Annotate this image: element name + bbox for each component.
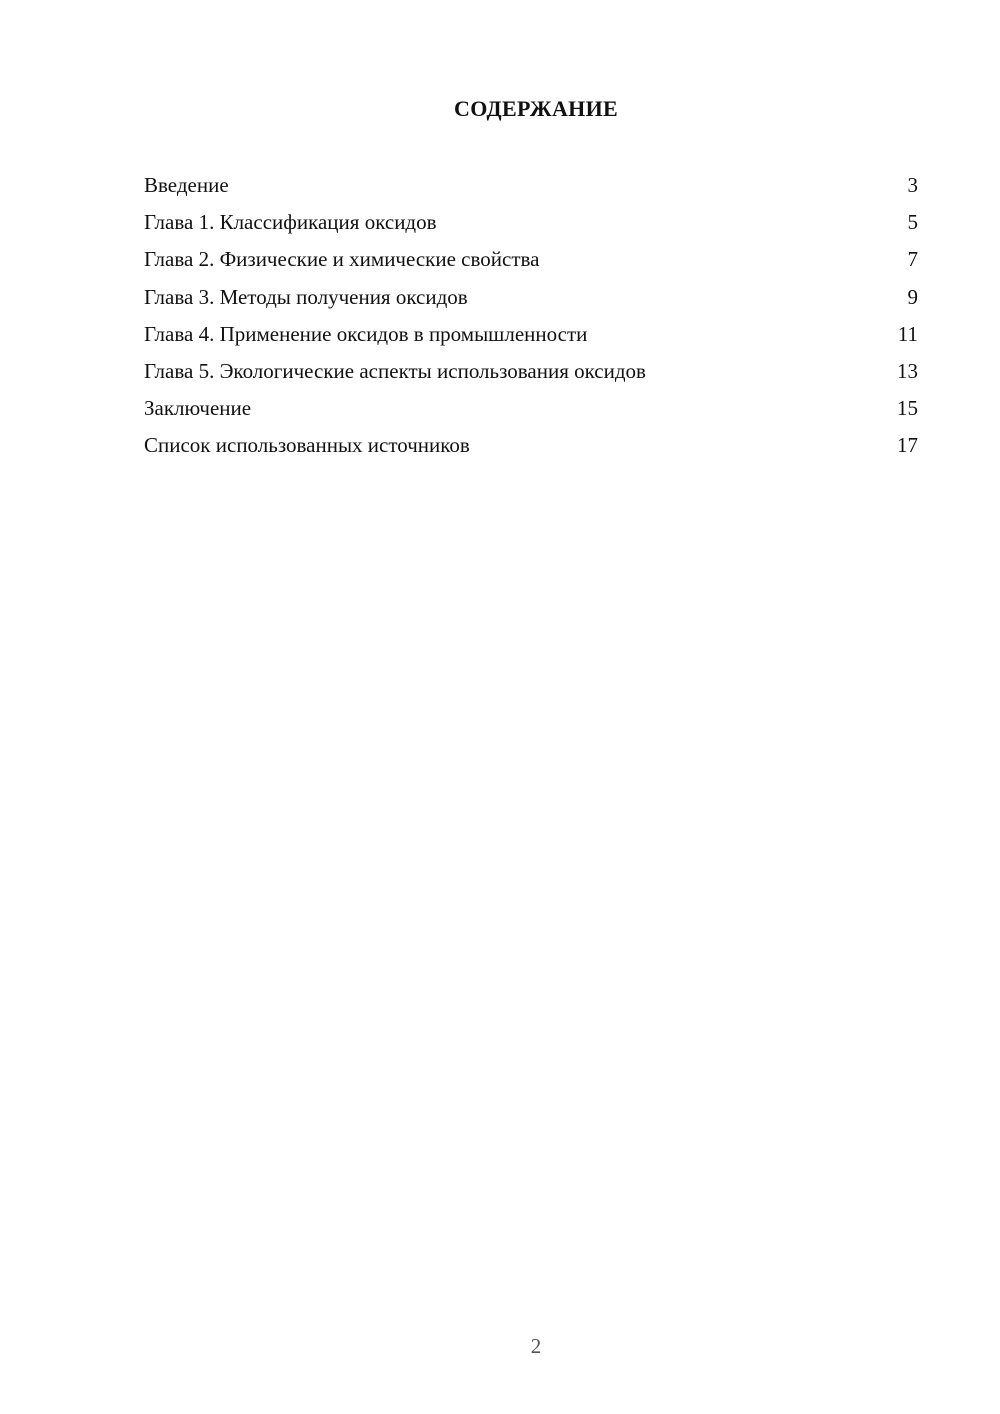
toc-entry-conclusion	[144, 393, 918, 430]
toc-entry-references	[144, 430, 918, 467]
toc-entry-label: Глава 5. Экологические аспекты использования оксидов	[144, 358, 646, 383]
toc-entry-page: 9	[907, 284, 918, 309]
table-of-contents	[144, 170, 918, 468]
page-title: СОДЕРЖАНИЕ	[454, 96, 618, 121]
toc-entry-page: 3	[907, 173, 918, 197]
toc-entry-label: Введение	[144, 173, 229, 197]
toc-entry-page: 5	[907, 210, 918, 235]
toc-entry-page: 7	[907, 247, 918, 272]
toc-entry-page: 13	[897, 358, 918, 383]
toc-entry-page: 17	[897, 433, 918, 458]
toc-entry-label: Глава 3. Методы получения оксидов	[144, 284, 468, 309]
toc-entry-chapter-4	[144, 319, 918, 356]
toc-entry-label: Глава 2. Физические и химические свойства	[144, 247, 540, 272]
toc-entry-page: 15	[897, 396, 918, 421]
toc-entry-chapter-2	[144, 244, 918, 281]
toc-entry-chapter-1	[144, 207, 918, 244]
toc-entry-label: Заключение	[144, 396, 252, 421]
toc-entry-label: Список использованных источников	[144, 433, 470, 458]
toc-entry-label: Глава 4. Применение оксидов в промышленности	[144, 321, 588, 346]
toc-entry-label: Глава 1. Классификация оксидов	[144, 210, 437, 235]
toc-entry-introduction	[144, 170, 918, 207]
toc-entry-page: 11	[897, 321, 918, 346]
toc-entry-chapter-5	[144, 356, 918, 393]
toc-entry-chapter-3	[144, 282, 918, 319]
page-number: 2	[530, 1334, 542, 1358]
